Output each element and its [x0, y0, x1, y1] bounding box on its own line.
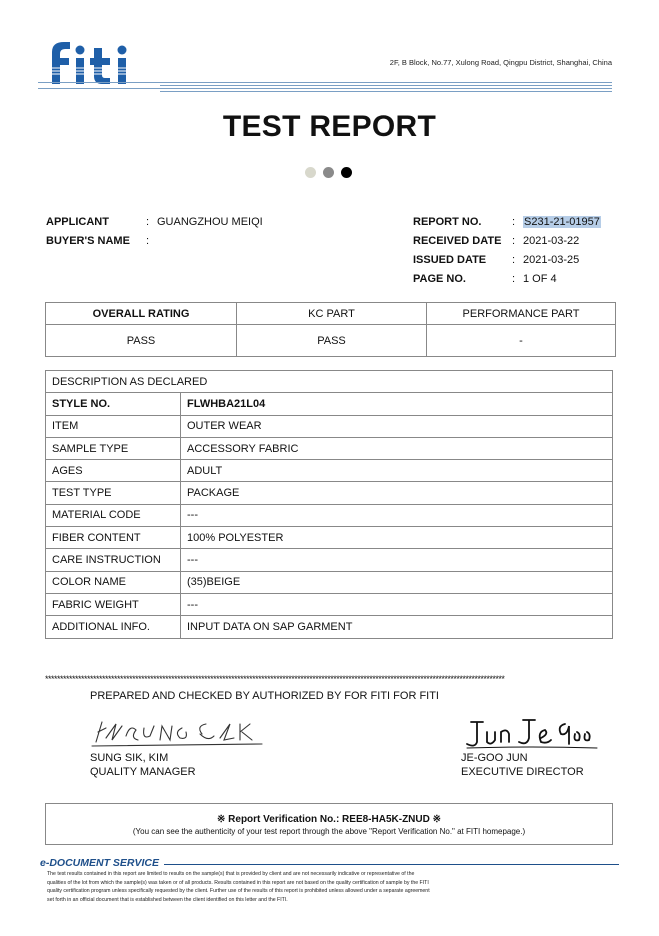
- signatory-left: [90, 751, 196, 779]
- signature-left: [90, 712, 265, 750]
- desc-value: 100% POLYESTER: [181, 527, 613, 549]
- table-row: [46, 393, 613, 415]
- desc-value: PACKAGE: [181, 482, 613, 504]
- received-date-label: RECEIVED DATE: [413, 234, 502, 247]
- signatory-role: QUALITY MANAGER: [90, 766, 196, 778]
- table-row: [46, 482, 613, 504]
- desc-value: INPUT DATA ON SAP GARMENT: [181, 616, 613, 638]
- applicant-info: APPLICANT : GUANGZHOU MEIQI BUYER'S NAME :: [46, 215, 263, 247]
- header-rule: [38, 88, 612, 89]
- desc-key: FIBER CONTENT: [46, 527, 181, 549]
- received-date-value: 2021-03-22: [523, 234, 580, 247]
- desc-value: (35)BEIGE: [181, 571, 613, 593]
- company-address: 2F, B Block, No.77, Xulong Road, Qingpu District, Shanghai, China: [389, 58, 612, 67]
- page-no-label: PAGE NO.: [413, 272, 466, 285]
- header-rule: [38, 82, 612, 83]
- page-no-value: 1 OF 4: [523, 272, 557, 285]
- rating-header: KC PART: [237, 303, 427, 325]
- rating-header: OVERALL RATING: [46, 303, 237, 325]
- rating-value: PASS: [237, 325, 427, 357]
- rating-table: [45, 302, 616, 357]
- asterisk-separator: *********************************************************************************************************************************************************: [45, 675, 505, 683]
- disclaimer: The test results contained in this report are limited to results on the sample(s) that is provided by client and are not necessarily indicative or representative of the qualities of the lot from which the sample(s) was taken or of all products. Results contained in this report are not based on the quality certification of sample by the FITI quality certification program unless specifically requested by the client. Further use of the results of this report is prohibited unless allowed under a separate agreement set forth in an official document that is established between the client identified on this letter and the FITI.: [47, 871, 430, 903]
- verification-number: ※ Report Verification No.: REE8-HA5K-ZNUD ※: [217, 814, 441, 825]
- table-row: [46, 437, 613, 459]
- status-dot: [323, 167, 334, 178]
- status-dots: [305, 167, 352, 178]
- desc-key: CARE INSTRUCTION: [46, 549, 181, 571]
- desc-key: SAMPLE TYPE: [46, 437, 181, 459]
- desc-value: ---: [181, 593, 613, 615]
- issued-date-label: ISSUED DATE: [413, 253, 487, 266]
- desc-value: ADULT: [181, 460, 613, 482]
- desc-value: OUTER WEAR: [181, 415, 613, 437]
- signatory-name: JE-GOO JUN: [461, 752, 528, 764]
- table-row: [46, 593, 613, 615]
- desc-key: ADDITIONAL INFO.: [46, 616, 181, 638]
- rating-header: PERFORMANCE PART: [427, 303, 616, 325]
- prepared-by-line: PREPARED AND CHECKED BY AUTHORIZED BY FOR FITI FOR FITI: [90, 690, 439, 702]
- desc-key: FABRIC WEIGHT: [46, 593, 181, 615]
- signatory-name: SUNG SIK, KIM: [90, 752, 169, 764]
- rating-value: -: [427, 325, 616, 357]
- table-row: [46, 504, 613, 526]
- issued-date-value: 2021-03-25: [523, 253, 580, 266]
- verification-note: (You can see the authenticity of your test report through the above "Report Verification No." at FITI homepage.): [132, 827, 526, 836]
- page-title: TEST REPORT: [222, 110, 437, 143]
- table-row: [46, 460, 613, 482]
- signature-right: [461, 712, 601, 752]
- status-dot: [341, 167, 352, 178]
- applicant-value: GUANGZHOU MEIQI: [157, 215, 263, 228]
- table-row: [46, 527, 613, 549]
- header-rule: [160, 91, 612, 92]
- desc-value: ---: [181, 504, 613, 526]
- description-table: [45, 370, 613, 639]
- buyer-label: BUYER'S NAME: [46, 234, 130, 247]
- desc-value: FLWHBA21L04: [181, 393, 613, 415]
- desc-key: MATERIAL CODE: [46, 504, 181, 526]
- rating-value: PASS: [46, 325, 237, 357]
- report-info: REPORT NO. : S231-21-01957 RECEIVED DATE : 2021-03-22 ISSUED DATE : 2021-03-25 PAGE NO. : 1 OF 4: [413, 215, 600, 285]
- header-rule: [160, 85, 612, 86]
- desc-value: ACCESSORY FABRIC: [181, 437, 613, 459]
- edocument-label: e-DOCUMENT SERVICE: [40, 857, 160, 869]
- signatory-role: EXECUTIVE DIRECTOR: [461, 766, 584, 778]
- description-title: DESCRIPTION AS DECLARED: [46, 371, 613, 393]
- desc-value: ---: [181, 549, 613, 571]
- desc-key: ITEM: [46, 415, 181, 437]
- signatory-right: [461, 751, 584, 779]
- desc-key: AGES: [46, 460, 181, 482]
- status-dot: [305, 167, 316, 178]
- table-row: [46, 616, 613, 638]
- desc-key: STYLE NO.: [46, 393, 181, 415]
- verification-box: [45, 803, 613, 845]
- desc-key: COLOR NAME: [46, 571, 181, 593]
- table-row: [46, 415, 613, 437]
- table-row: [46, 549, 613, 571]
- footer-rule: [164, 864, 619, 865]
- table-row: [46, 571, 613, 593]
- report-no-value[interactable]: S231-21-01957: [524, 215, 600, 228]
- desc-key: TEST TYPE: [46, 482, 181, 504]
- fiti-logo: [38, 38, 158, 86]
- applicant-label: APPLICANT: [46, 215, 109, 228]
- report-no-label: REPORT NO.: [413, 215, 482, 228]
